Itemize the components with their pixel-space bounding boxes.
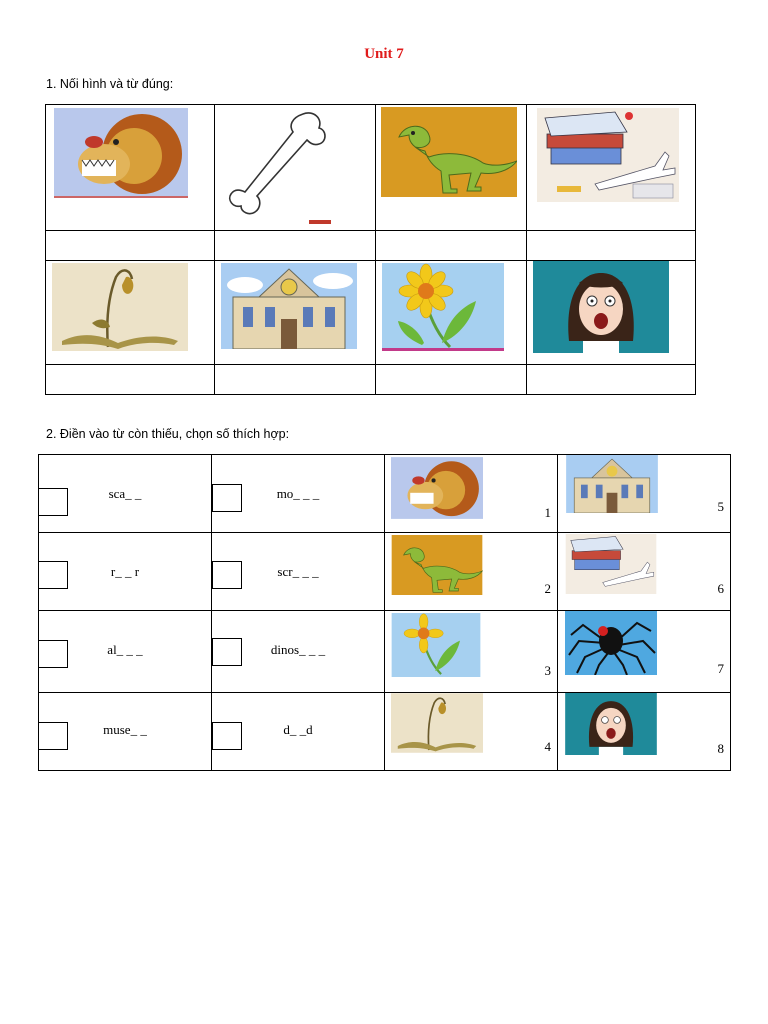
answer-cell[interactable] xyxy=(46,365,215,395)
exercise-1-instruction: 1. Nối hình và từ đúng: xyxy=(46,77,174,91)
missing-word: scr_ _ _ xyxy=(277,564,319,579)
missing-word: r_ _ r xyxy=(110,564,140,579)
answer-cell[interactable] xyxy=(527,231,696,261)
flower-picture xyxy=(391,613,481,677)
picture-cell xyxy=(215,261,376,365)
picture-number: 5 xyxy=(717,499,724,514)
dinosaur-picture xyxy=(381,107,517,197)
dinosaur-picture xyxy=(391,535,483,595)
picture-number: 8 xyxy=(717,741,724,756)
exercise-2-instruction: 2. Điền vào từ còn thiếu, chọn số thích hợp: xyxy=(46,427,290,441)
lion-picture xyxy=(54,108,188,198)
museum-picture xyxy=(565,455,659,513)
dead-flower-picture xyxy=(52,263,188,351)
answer-cell[interactable] xyxy=(376,231,527,261)
picture-cell xyxy=(46,261,215,365)
missing-word: mo_ _ _ xyxy=(276,486,320,501)
missing-word: al_ _ _ xyxy=(107,642,143,657)
picture-cell xyxy=(376,261,527,365)
picture-cell xyxy=(46,105,215,231)
flower-picture xyxy=(382,263,504,351)
answer-cell[interactable] xyxy=(527,365,696,395)
worksheet-title: Unit 7 xyxy=(364,46,404,62)
answer-cell[interactable] xyxy=(376,365,527,395)
dead-flower-picture xyxy=(391,693,483,753)
exercise-1-table xyxy=(45,104,696,395)
missing-word: d_ _d xyxy=(283,722,313,737)
museum-picture xyxy=(221,263,357,349)
answer-cell[interactable] xyxy=(46,231,215,261)
missing-word: sca_ _ xyxy=(108,486,142,501)
picture-cell xyxy=(215,105,376,231)
picture-cell xyxy=(527,261,696,365)
exercise-2-table xyxy=(38,454,731,771)
picture-cell xyxy=(527,105,696,231)
answer-cell[interactable] xyxy=(215,231,376,261)
picture-number: 1 xyxy=(544,505,551,520)
missing-word: muse_ _ xyxy=(103,722,147,737)
picture-cell xyxy=(376,105,527,231)
lion-picture xyxy=(391,457,483,519)
picture-number: 2 xyxy=(544,581,551,596)
bone-picture xyxy=(225,108,335,226)
books-picture xyxy=(565,534,657,594)
picture-number: 4 xyxy=(544,739,551,754)
books-picture xyxy=(537,108,679,202)
picture-number: 7 xyxy=(717,661,724,676)
picture-number: 3 xyxy=(544,663,551,678)
spider-picture xyxy=(565,611,657,675)
missing-word: dinos_ _ _ xyxy=(270,642,326,657)
answer-cell[interactable] xyxy=(215,365,376,395)
scared-girl-picture xyxy=(565,693,657,755)
scared-girl-picture xyxy=(533,261,669,353)
picture-number: 6 xyxy=(717,581,724,596)
